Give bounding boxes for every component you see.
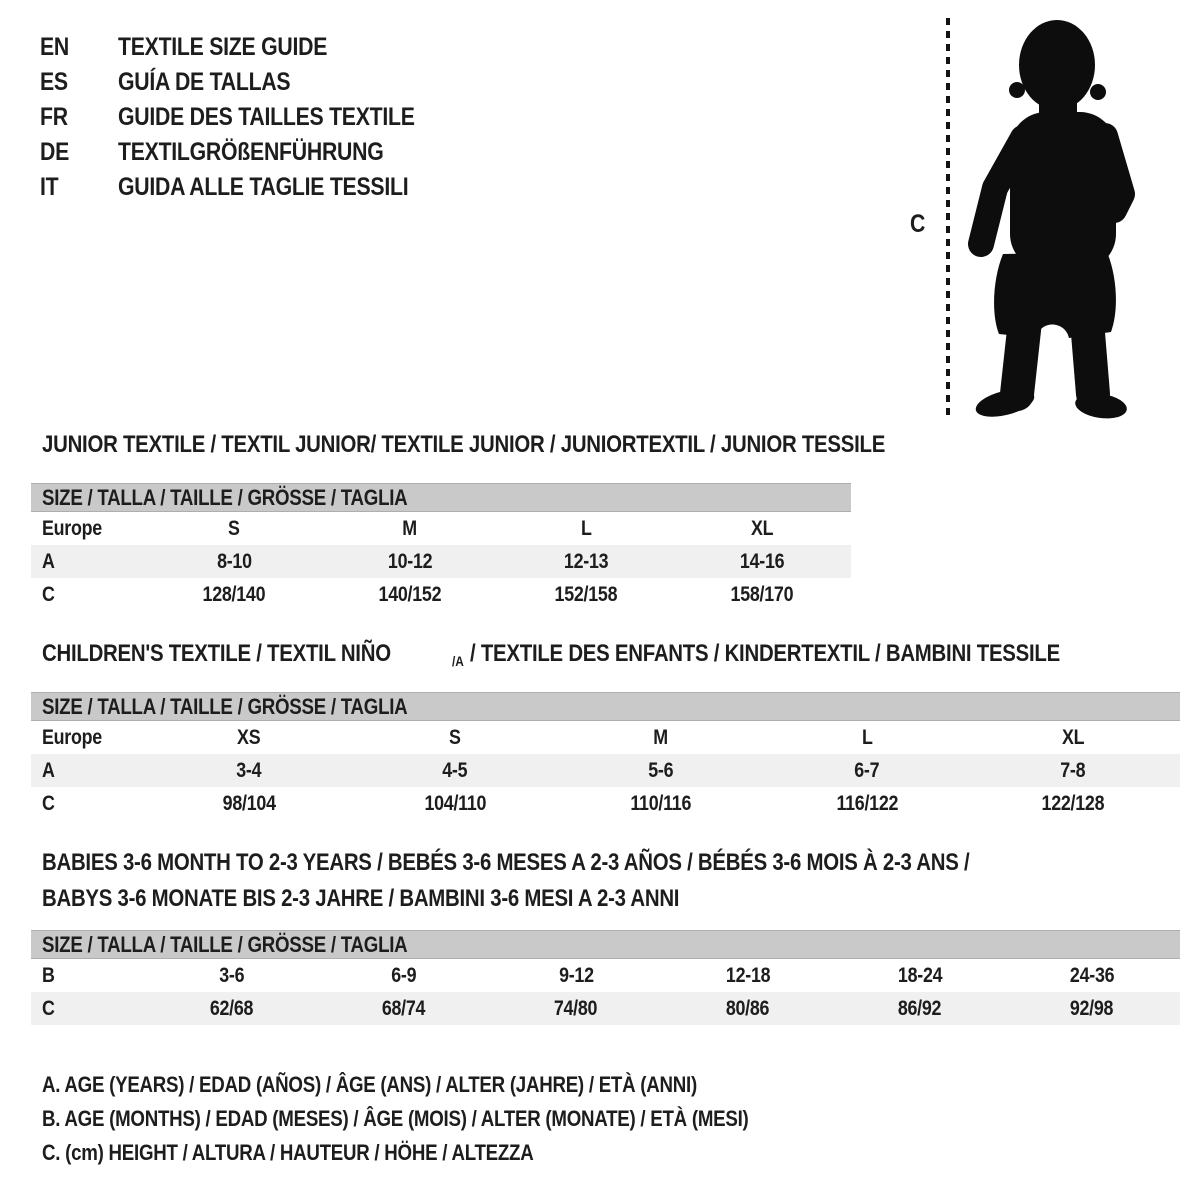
table-row-babies-height: C 62/68 68/74 74/80 80/86 86/92 92/98	[31, 992, 1180, 1025]
lang-row-de	[40, 135, 467, 170]
table-row-children-height: C 98/104 104/110 110/116 116/122 122/128	[42, 791, 1105, 815]
language-header	[40, 30, 467, 205]
lang-code-fr: FR	[40, 103, 68, 131]
lang-code-it: IT	[40, 173, 59, 201]
legend-line-c: C. (cm) HEIGHT / ALTURA / HAUTEUR / HÖHE / ALTEZZA	[42, 1140, 534, 1165]
measurement-legend	[42, 1068, 873, 1170]
lang-label-en: TEXTILE SIZE GUIDE	[118, 33, 328, 61]
lang-label-it: GUIDA ALLE TAGLIE TESSILI	[118, 173, 409, 201]
legend-line-b: B. AGE (MONTHS) / EDAD (MESES) / ÂGE (MOIS) / ALTER (MONATE) / ETÀ (MESI)	[42, 1106, 749, 1131]
lang-row-es	[40, 65, 467, 100]
legend-line-a: A. AGE (YEARS) / EDAD (AÑOS) / ÂGE (ANS) / ALTER (JAHRE) / ETÀ (ANNI)	[42, 1072, 697, 1097]
children-title-subscript: /A	[452, 653, 465, 669]
table-row-junior-height: C 128/140 140/152 152/158 158/170	[42, 582, 794, 606]
table-row-babies-months: B 3-6 6-9 9-12 12-18 18-24 24-36	[42, 963, 1115, 987]
lang-row-it	[40, 170, 467, 205]
lang-label-es: GUÍA DE TALLAS	[118, 68, 291, 96]
table-row-junior-age: A 8-10 10-12 12-13 14-16	[31, 545, 851, 578]
babies-size-table	[31, 930, 1180, 1025]
children-table-size-header: SIZE / TALLA / TAILLE / GRÖSSE / TAGLIA	[31, 692, 1180, 721]
children-size-table	[31, 692, 1180, 820]
height-measure-label: C	[910, 210, 926, 238]
junior-size-table	[31, 483, 851, 611]
table-row-children-europe: Europe XS S M L XL	[42, 725, 1085, 749]
lang-label-fr: GUIDE DES TAILLES TEXTILE	[118, 103, 415, 131]
children-section-title: CHILDREN'S TEXTILE / TEXTIL NIÑO /A / TEXTILE DES ENFANTS / KINDERTEXTIL / BAMBINI TESSILE	[42, 640, 1164, 670]
babies-section-title-line1: BABIES 3-6 MONTH TO 2-3 YEARS / BEBÉS 3-6 MESES A 2-3 AÑOS / BÉBÉS 3-6 MOIS À 2-3 ANS /	[42, 849, 970, 876]
lang-code-en: EN	[40, 33, 70, 61]
babies-table-size-header: SIZE / TALLA / TAILLE / GRÖSSE / TAGLIA	[31, 930, 1180, 959]
lang-row-en	[40, 30, 467, 65]
lang-code-es: ES	[40, 68, 68, 96]
table-row-junior-europe: Europe S M L XL	[42, 516, 774, 540]
baby-silhouette-icon	[965, 16, 1140, 421]
lang-code-de: DE	[40, 138, 70, 166]
table-row-children-age: A 3-4 4-5 5-6 6-7 7-8	[31, 754, 1180, 787]
junior-section-title: JUNIOR TEXTILE / TEXTIL JUNIOR/ TEXTILE JUNIOR / JUNIORTEXTIL / JUNIOR TESSILE	[42, 431, 886, 458]
height-measure-line	[946, 18, 950, 415]
lang-label-de: TEXTILGRÖßENFÜHRUNG	[118, 138, 384, 166]
babies-section-title-line2: BABYS 3-6 MONATE BIS 2-3 JAHRE / BAMBINI 3-6 MESI A 2-3 ANNI	[42, 885, 680, 912]
junior-table-size-header: SIZE / TALLA / TAILLE / GRÖSSE / TAGLIA	[31, 483, 851, 512]
lang-row-fr	[40, 100, 467, 135]
